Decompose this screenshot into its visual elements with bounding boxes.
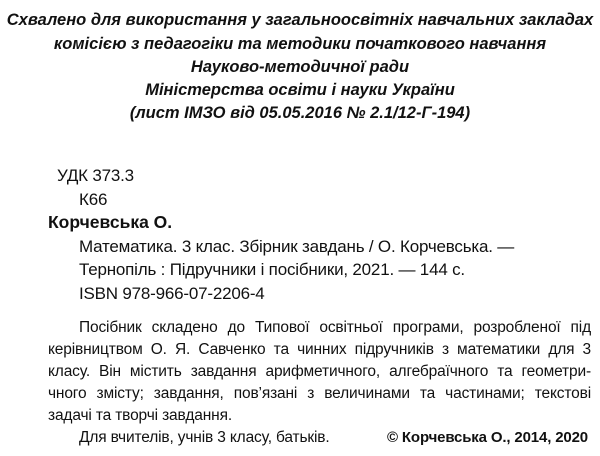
- copyright-notice: © Корчевська О., 2014, 2020: [387, 429, 588, 446]
- description-line-1: Посібник складено до Типової освітньої програми, розробленої під: [79, 319, 591, 336]
- title-line-1: Математика. 3 клас. Збірник завдань / О. Корчевська. —: [79, 237, 515, 256]
- audience-note: Для вчителів, учнів 3 класу, батьків.: [79, 429, 330, 446]
- isbn: ISBN 978-966-07-2206-4: [79, 284, 265, 303]
- description-line-2: керівництвом О. Я. Савченко та чинних підручників з математики для 3: [48, 341, 591, 358]
- author-sign: К66: [79, 190, 108, 209]
- udk-code: УДК 373.3: [57, 166, 134, 185]
- approval-line-5: (лист ІМЗО від 05.05.2016 № 2.1/12-Г-194): [129, 104, 471, 122]
- approval-line-4: Міністерства освіти і науки України: [145, 81, 455, 99]
- approval-line-2: комісією з педагогіки та методики початкового навчання: [53, 35, 547, 53]
- description-line-4: чного змісту; завдання, пов’язані з величинами та частинами; текстові: [48, 385, 591, 402]
- description-line-5: задачі та творчі завдання.: [48, 407, 232, 424]
- description-line-3: класу. Він містить завдання арифметичного, алгебраїчного та геометри-: [48, 363, 591, 380]
- title-line-2: Тернопіль : Підручники і посібники, 2021. — 144 с.: [79, 260, 465, 279]
- approval-line-1: Схвалено для використання у загальноосвітніх навчальних закладах: [6, 11, 594, 29]
- approval-line-3: Науково-методичної ради: [190, 58, 410, 76]
- author-name: Корчевська О.: [48, 212, 173, 232]
